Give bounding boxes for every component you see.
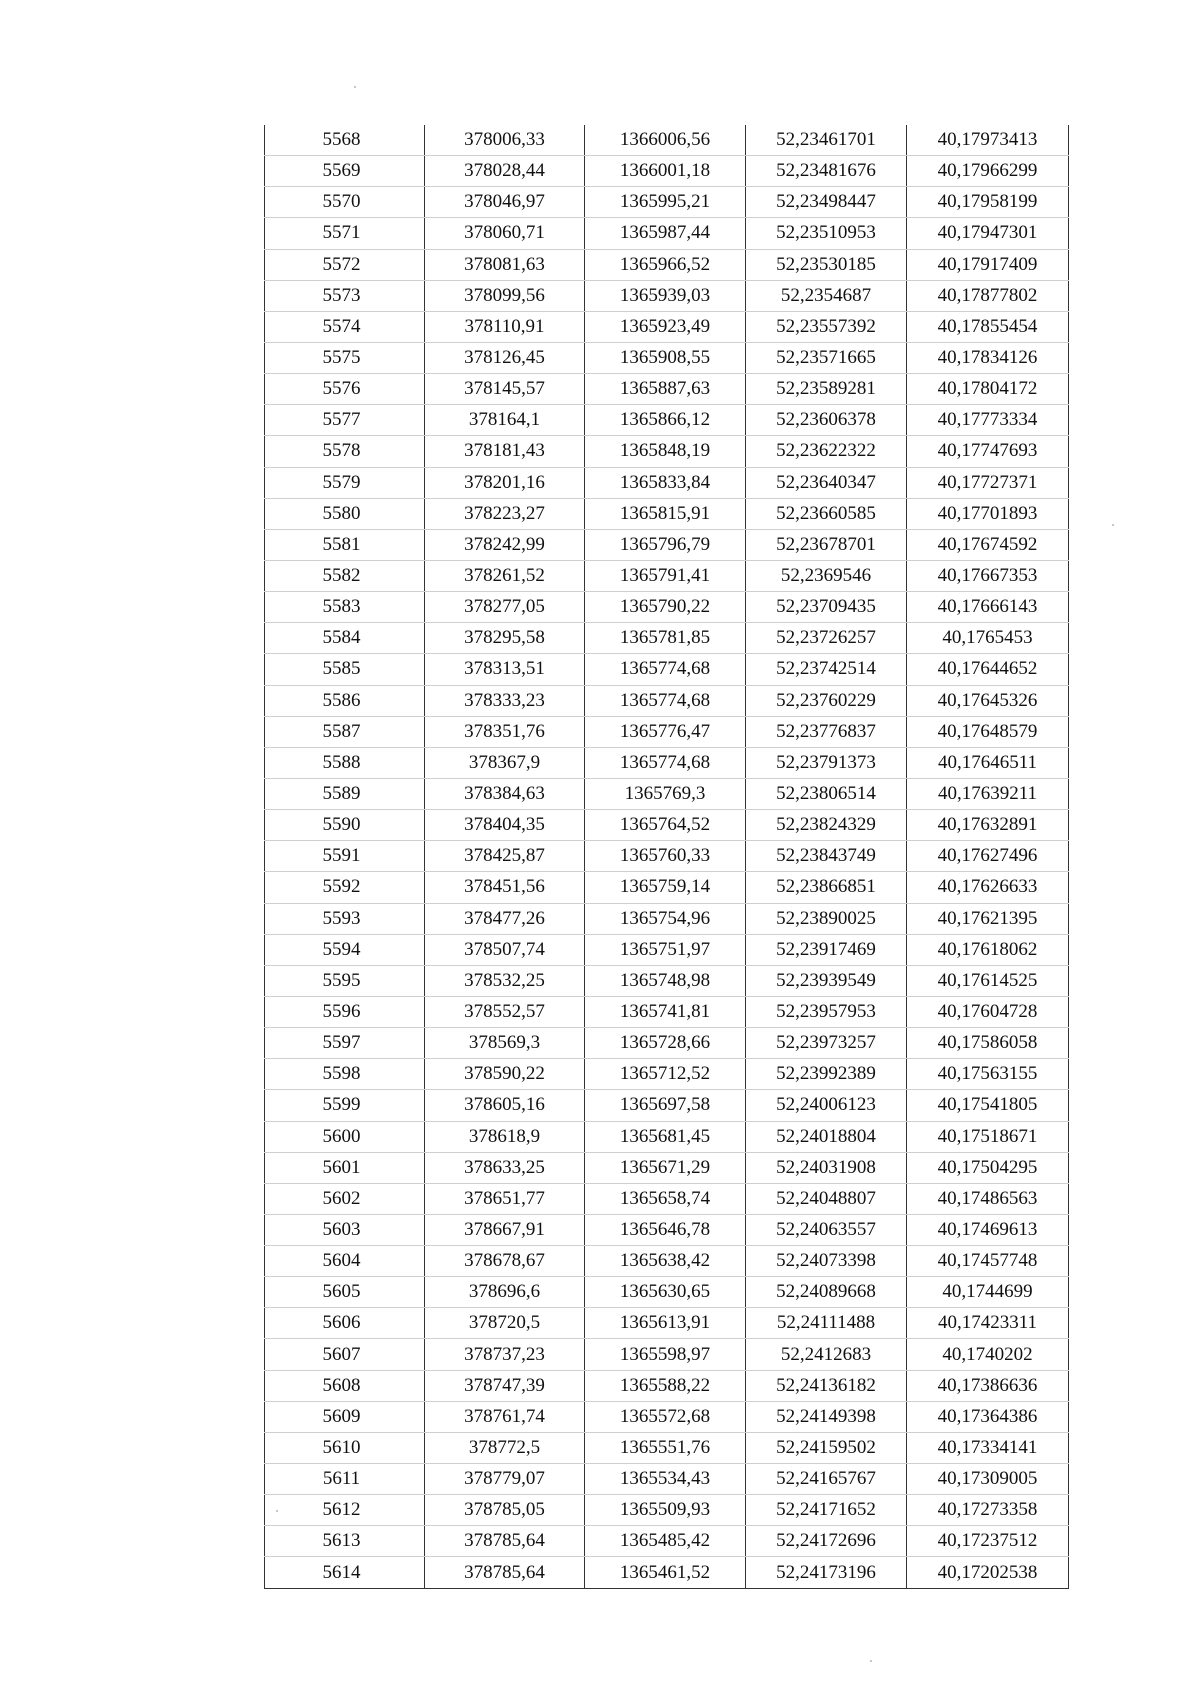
longitude-cell: 40,17237512 [907,1526,1069,1557]
y-coordinate-cell: 1365987,44 [585,218,746,249]
x-coordinate-cell: 378761,74 [425,1401,585,1432]
point-number-cell: 5573 [265,280,425,311]
y-coordinate-cell: 1365534,43 [585,1464,746,1495]
y-coordinate-cell: 1365658,74 [585,1183,746,1214]
latitude-cell: 52,24031908 [746,1152,907,1183]
latitude-cell: 52,23678701 [746,529,907,560]
point-number-cell: 5571 [265,218,425,249]
latitude-cell: 52,23866851 [746,872,907,903]
table-row [265,592,1069,623]
y-coordinate-cell: 1365681,45 [585,1121,746,1152]
y-coordinate-cell: 1365887,63 [585,374,746,405]
y-coordinate-cell: 1365741,81 [585,996,746,1027]
x-coordinate-cell: 378590,22 [425,1059,585,1090]
x-coordinate-cell: 378633,25 [425,1152,585,1183]
latitude-cell: 52,23791373 [746,747,907,778]
latitude-cell: 52,23530185 [746,249,907,280]
point-number-cell: 5604 [265,1246,425,1277]
point-number-cell: 5610 [265,1432,425,1463]
longitude-cell: 40,1740202 [907,1339,1069,1370]
latitude-cell: 52,24018804 [746,1121,907,1152]
latitude-cell: 52,23571665 [746,342,907,373]
latitude-cell: 52,24111488 [746,1308,907,1339]
scan-speck [354,86,356,88]
point-number-cell: 5569 [265,156,425,187]
x-coordinate-cell: 378667,91 [425,1214,585,1245]
scan-speck [276,1510,278,1512]
table-row [265,280,1069,311]
longitude-cell: 40,17834126 [907,342,1069,373]
longitude-cell: 40,17334141 [907,1432,1069,1463]
y-coordinate-cell: 1365774,68 [585,747,746,778]
y-coordinate-cell: 1365833,84 [585,467,746,498]
table-row [265,1526,1069,1557]
x-coordinate-cell: 378242,99 [425,529,585,560]
longitude-cell: 40,17469613 [907,1214,1069,1245]
x-coordinate-cell: 378028,44 [425,156,585,187]
x-coordinate-cell: 378451,56 [425,872,585,903]
y-coordinate-cell: 1365769,3 [585,778,746,809]
y-coordinate-cell: 1365728,66 [585,1028,746,1059]
latitude-cell: 52,23510953 [746,218,907,249]
x-coordinate-cell: 378060,71 [425,218,585,249]
y-coordinate-cell: 1365966,52 [585,249,746,280]
y-coordinate-cell: 1365671,29 [585,1152,746,1183]
table-row [265,685,1069,716]
longitude-cell: 40,17518671 [907,1121,1069,1152]
longitude-cell: 40,17973413 [907,125,1069,156]
longitude-cell: 40,17639211 [907,778,1069,809]
y-coordinate-cell: 1365588,22 [585,1370,746,1401]
point-number-cell: 5588 [265,747,425,778]
point-number-cell: 5596 [265,996,425,1027]
table-row [265,1277,1069,1308]
point-number-cell: 5586 [265,685,425,716]
table-row [265,996,1069,1027]
latitude-cell: 52,24149398 [746,1401,907,1432]
longitude-cell: 40,17855454 [907,311,1069,342]
latitude-cell: 52,24172696 [746,1526,907,1557]
y-coordinate-cell: 1365598,97 [585,1339,746,1370]
x-coordinate-cell: 378425,87 [425,841,585,872]
longitude-cell: 40,17563155 [907,1059,1069,1090]
point-number-cell: 5595 [265,965,425,996]
longitude-cell: 40,17273358 [907,1495,1069,1526]
longitude-cell: 40,17541805 [907,1090,1069,1121]
x-coordinate-cell: 378261,52 [425,560,585,591]
y-coordinate-cell: 1365697,58 [585,1090,746,1121]
table-row [265,1121,1069,1152]
point-number-cell: 5577 [265,405,425,436]
latitude-cell: 52,23498447 [746,187,907,218]
point-number-cell: 5612 [265,1495,425,1526]
x-coordinate-cell: 378696,6 [425,1277,585,1308]
point-number-cell: 5606 [265,1308,425,1339]
x-coordinate-cell: 378747,39 [425,1370,585,1401]
x-coordinate-cell: 378201,16 [425,467,585,498]
latitude-cell: 52,23622322 [746,436,907,467]
latitude-cell: 52,23557392 [746,311,907,342]
latitude-cell: 52,23760229 [746,685,907,716]
latitude-cell: 52,23939549 [746,965,907,996]
y-coordinate-cell: 1365509,93 [585,1495,746,1526]
table-row [265,716,1069,747]
latitude-cell: 52,23824329 [746,810,907,841]
y-coordinate-cell: 1365781,85 [585,623,746,654]
y-coordinate-cell: 1365551,76 [585,1432,746,1463]
x-coordinate-cell: 378618,9 [425,1121,585,1152]
latitude-cell: 52,23742514 [746,654,907,685]
latitude-cell: 52,24173196 [746,1557,907,1588]
y-coordinate-cell: 1365908,55 [585,342,746,373]
y-coordinate-cell: 1365995,21 [585,187,746,218]
x-coordinate-cell: 378507,74 [425,934,585,965]
point-number-cell: 5600 [265,1121,425,1152]
x-coordinate-cell: 378099,56 [425,280,585,311]
y-coordinate-cell: 1365764,52 [585,810,746,841]
x-coordinate-cell: 378569,3 [425,1028,585,1059]
point-number-cell: 5607 [265,1339,425,1370]
table-row [265,778,1069,809]
longitude-cell: 40,17614525 [907,965,1069,996]
x-coordinate-cell: 378477,26 [425,903,585,934]
x-coordinate-cell: 378720,5 [425,1308,585,1339]
table-row [265,1090,1069,1121]
longitude-cell: 40,17586058 [907,1028,1069,1059]
y-coordinate-cell: 1365613,91 [585,1308,746,1339]
point-number-cell: 5590 [265,810,425,841]
latitude-cell: 52,23992389 [746,1059,907,1090]
longitude-cell: 40,17947301 [907,218,1069,249]
longitude-cell: 40,17966299 [907,156,1069,187]
table-row [265,934,1069,965]
latitude-cell: 52,23709435 [746,592,907,623]
latitude-cell: 52,23973257 [746,1028,907,1059]
table-row [265,872,1069,903]
point-number-cell: 5584 [265,623,425,654]
y-coordinate-cell: 1365485,42 [585,1526,746,1557]
y-coordinate-cell: 1365712,52 [585,1059,746,1090]
x-coordinate-cell: 378552,57 [425,996,585,1027]
point-number-cell: 5591 [265,841,425,872]
y-coordinate-cell: 1366006,56 [585,125,746,156]
longitude-cell: 40,17773334 [907,405,1069,436]
y-coordinate-cell: 1365630,65 [585,1277,746,1308]
y-coordinate-cell: 1365759,14 [585,872,746,903]
x-coordinate-cell: 378145,57 [425,374,585,405]
y-coordinate-cell: 1365461,52 [585,1557,746,1588]
latitude-cell: 52,24006123 [746,1090,907,1121]
x-coordinate-cell: 378367,9 [425,747,585,778]
longitude-cell: 40,17645326 [907,685,1069,716]
x-coordinate-cell: 378785,05 [425,1495,585,1526]
table-row [265,187,1069,218]
x-coordinate-cell: 378384,63 [425,778,585,809]
point-number-cell: 5613 [265,1526,425,1557]
y-coordinate-cell: 1365751,97 [585,934,746,965]
x-coordinate-cell: 378081,63 [425,249,585,280]
longitude-cell: 40,17648579 [907,716,1069,747]
x-coordinate-cell: 378779,07 [425,1464,585,1495]
table-row [265,1308,1069,1339]
y-coordinate-cell: 1365939,03 [585,280,746,311]
y-coordinate-cell: 1365754,96 [585,903,746,934]
latitude-cell: 52,23481676 [746,156,907,187]
longitude-cell: 40,17804172 [907,374,1069,405]
latitude-cell: 52,2354687 [746,280,907,311]
longitude-cell: 40,17504295 [907,1152,1069,1183]
y-coordinate-cell: 1365790,22 [585,592,746,623]
latitude-cell: 52,24073398 [746,1246,907,1277]
latitude-cell: 52,24136182 [746,1370,907,1401]
latitude-cell: 52,23917469 [746,934,907,965]
point-number-cell: 5582 [265,560,425,591]
y-coordinate-cell: 1365774,68 [585,685,746,716]
latitude-cell: 52,23843749 [746,841,907,872]
point-number-cell: 5583 [265,592,425,623]
latitude-cell: 52,24159502 [746,1432,907,1463]
point-number-cell: 5614 [265,1557,425,1588]
latitude-cell: 52,24089668 [746,1277,907,1308]
longitude-cell: 40,17309005 [907,1464,1069,1495]
x-coordinate-cell: 378678,67 [425,1246,585,1277]
x-coordinate-cell: 378605,16 [425,1090,585,1121]
point-number-cell: 5589 [265,778,425,809]
x-coordinate-cell: 378181,43 [425,436,585,467]
y-coordinate-cell: 1365923,49 [585,311,746,342]
y-coordinate-cell: 1365776,47 [585,716,746,747]
point-number-cell: 5605 [265,1277,425,1308]
point-number-cell: 5580 [265,498,425,529]
table-row [265,342,1069,373]
x-coordinate-cell: 378313,51 [425,654,585,685]
longitude-cell: 40,17604728 [907,996,1069,1027]
table-row [265,1495,1069,1526]
table-row [265,374,1069,405]
y-coordinate-cell: 1365796,79 [585,529,746,560]
point-number-cell: 5576 [265,374,425,405]
x-coordinate-cell: 378651,77 [425,1183,585,1214]
y-coordinate-cell: 1365774,68 [585,654,746,685]
longitude-cell: 40,17632891 [907,810,1069,841]
latitude-cell: 52,23606378 [746,405,907,436]
longitude-cell: 40,17701893 [907,498,1069,529]
table-row [265,1339,1069,1370]
table-row [265,529,1069,560]
table-row [265,623,1069,654]
scan-speck [1112,524,1114,526]
y-coordinate-cell: 1365572,68 [585,1401,746,1432]
longitude-cell: 40,17621395 [907,903,1069,934]
x-coordinate-cell: 378785,64 [425,1557,585,1588]
table-row [265,810,1069,841]
point-number-cell: 5611 [265,1464,425,1495]
table-row [265,125,1069,156]
point-number-cell: 5568 [265,125,425,156]
point-number-cell: 5579 [265,467,425,498]
latitude-cell: 52,24063557 [746,1214,907,1245]
table-row [265,560,1069,591]
point-number-cell: 5601 [265,1152,425,1183]
longitude-cell: 40,17364386 [907,1401,1069,1432]
x-coordinate-cell: 378164,1 [425,405,585,436]
y-coordinate-cell: 1365866,12 [585,405,746,436]
table-row [265,1183,1069,1214]
latitude-cell: 52,24165767 [746,1464,907,1495]
point-number-cell: 5587 [265,716,425,747]
table-row [265,1028,1069,1059]
y-coordinate-cell: 1365748,98 [585,965,746,996]
longitude-cell: 40,17627496 [907,841,1069,872]
longitude-cell: 40,1765453 [907,623,1069,654]
y-coordinate-cell: 1365815,91 [585,498,746,529]
longitude-cell: 40,17644652 [907,654,1069,685]
longitude-cell: 40,17917409 [907,249,1069,280]
latitude-cell: 52,23640347 [746,467,907,498]
table-row [265,1401,1069,1432]
latitude-cell: 52,23957953 [746,996,907,1027]
x-coordinate-cell: 378277,05 [425,592,585,623]
x-coordinate-cell: 378785,64 [425,1526,585,1557]
point-number-cell: 5592 [265,872,425,903]
x-coordinate-cell: 378772,5 [425,1432,585,1463]
point-number-cell: 5585 [265,654,425,685]
longitude-cell: 40,17386636 [907,1370,1069,1401]
table-row [265,249,1069,280]
table-row [265,1059,1069,1090]
table-row [265,841,1069,872]
table-row [265,436,1069,467]
x-coordinate-cell: 378737,23 [425,1339,585,1370]
longitude-cell: 40,17626633 [907,872,1069,903]
longitude-cell: 40,17457748 [907,1246,1069,1277]
coordinates-table-body [265,125,1069,1588]
point-number-cell: 5597 [265,1028,425,1059]
table-row [265,218,1069,249]
point-number-cell: 5581 [265,529,425,560]
table-row [265,747,1069,778]
y-coordinate-cell: 1365791,41 [585,560,746,591]
y-coordinate-cell: 1365646,78 [585,1214,746,1245]
latitude-cell: 52,2412683 [746,1339,907,1370]
y-coordinate-cell: 1365848,19 [585,436,746,467]
table-row [265,1464,1069,1495]
x-coordinate-cell: 378295,58 [425,623,585,654]
longitude-cell: 40,17486563 [907,1183,1069,1214]
latitude-cell: 52,23806514 [746,778,907,809]
latitude-cell: 52,23461701 [746,125,907,156]
longitude-cell: 40,17958199 [907,187,1069,218]
point-number-cell: 5603 [265,1214,425,1245]
table-row [265,498,1069,529]
longitude-cell: 40,17202538 [907,1557,1069,1588]
latitude-cell: 52,24171652 [746,1495,907,1526]
latitude-cell: 52,23660585 [746,498,907,529]
table-row [265,467,1069,498]
longitude-cell: 40,17727371 [907,467,1069,498]
point-number-cell: 5609 [265,1401,425,1432]
x-coordinate-cell: 378126,45 [425,342,585,373]
point-number-cell: 5574 [265,311,425,342]
table-row [265,965,1069,996]
longitude-cell: 40,17747693 [907,436,1069,467]
latitude-cell: 52,24048807 [746,1183,907,1214]
table-row [265,654,1069,685]
x-coordinate-cell: 378046,97 [425,187,585,218]
y-coordinate-cell: 1366001,18 [585,156,746,187]
x-coordinate-cell: 378532,25 [425,965,585,996]
x-coordinate-cell: 378404,35 [425,810,585,841]
point-number-cell: 5599 [265,1090,425,1121]
longitude-cell: 40,17667353 [907,560,1069,591]
table-row [265,1370,1069,1401]
point-number-cell: 5570 [265,187,425,218]
table-row [265,903,1069,934]
longitude-cell: 40,1744699 [907,1277,1069,1308]
longitude-cell: 40,17423311 [907,1308,1069,1339]
latitude-cell: 52,2369546 [746,560,907,591]
coordinates-table [264,125,1069,1589]
longitude-cell: 40,17666143 [907,592,1069,623]
table-row [265,1432,1069,1463]
table-row [265,1214,1069,1245]
table-row [265,1246,1069,1277]
table-row [265,1557,1069,1588]
longitude-cell: 40,17646511 [907,747,1069,778]
longitude-cell: 40,17877802 [907,280,1069,311]
x-coordinate-cell: 378223,27 [425,498,585,529]
point-number-cell: 5594 [265,934,425,965]
point-number-cell: 5572 [265,249,425,280]
point-number-cell: 5575 [265,342,425,373]
x-coordinate-cell: 378333,23 [425,685,585,716]
table-row [265,156,1069,187]
table-row [265,311,1069,342]
latitude-cell: 52,23776837 [746,716,907,747]
x-coordinate-cell: 378110,91 [425,311,585,342]
longitude-cell: 40,17674592 [907,529,1069,560]
point-number-cell: 5593 [265,903,425,934]
latitude-cell: 52,23726257 [746,623,907,654]
point-number-cell: 5608 [265,1370,425,1401]
latitude-cell: 52,23589281 [746,374,907,405]
point-number-cell: 5602 [265,1183,425,1214]
scan-speck [870,1660,872,1662]
point-number-cell: 5578 [265,436,425,467]
longitude-cell: 40,17618062 [907,934,1069,965]
table-row [265,405,1069,436]
table-row [265,1152,1069,1183]
y-coordinate-cell: 1365638,42 [585,1246,746,1277]
y-coordinate-cell: 1365760,33 [585,841,746,872]
latitude-cell: 52,23890025 [746,903,907,934]
x-coordinate-cell: 378006,33 [425,125,585,156]
point-number-cell: 5598 [265,1059,425,1090]
x-coordinate-cell: 378351,76 [425,716,585,747]
